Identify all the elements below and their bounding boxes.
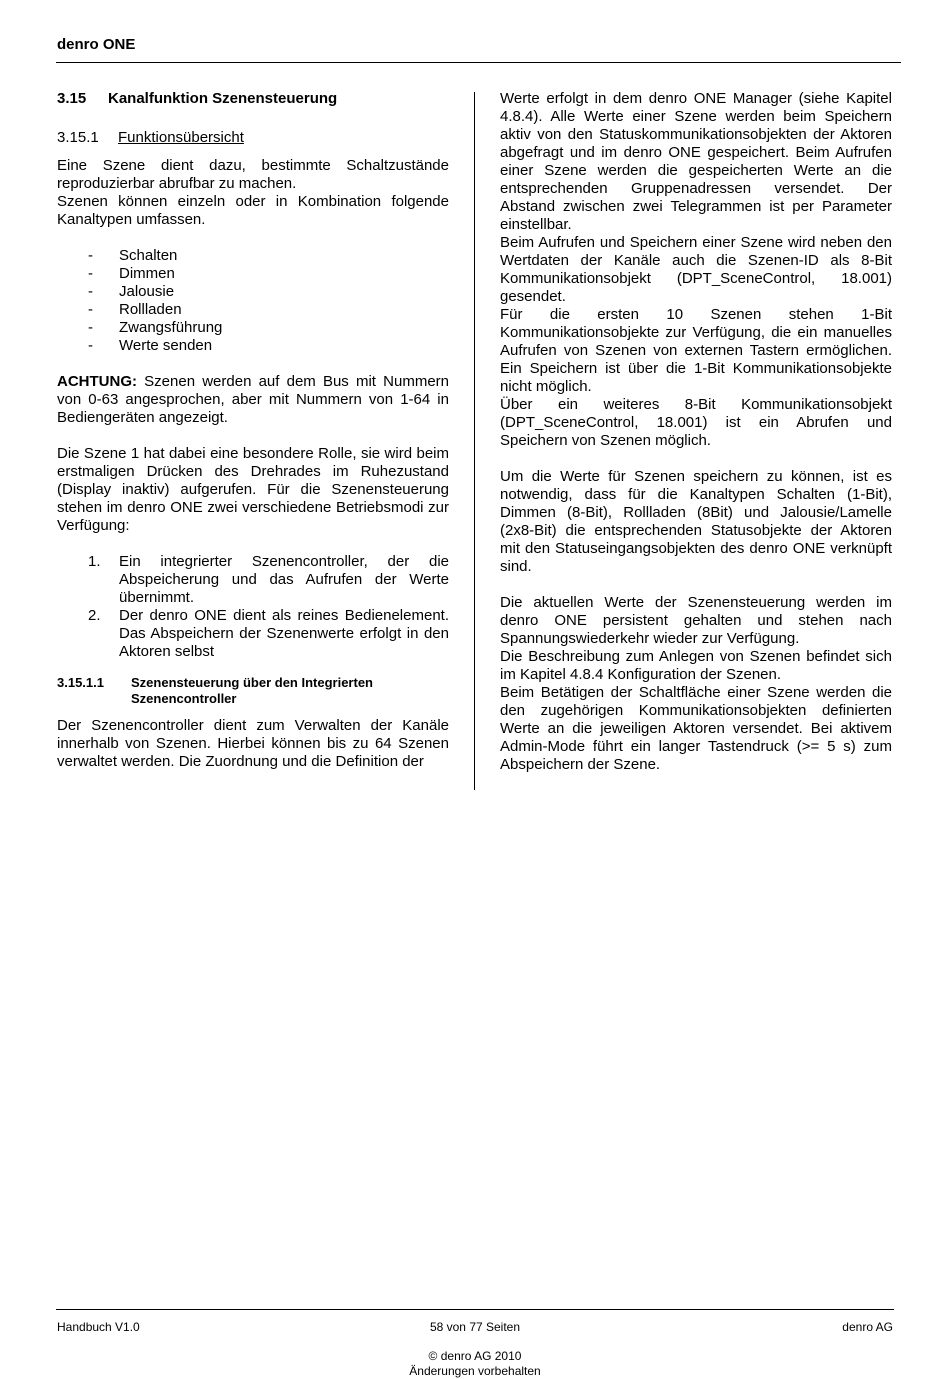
section-number: 3.15: [57, 90, 87, 107]
list-text: Der denro ONE dient als reines Bedienelement. Das Abspeichern der Szenenwerte erfolgt in den Aktoren selbst: [119, 607, 449, 660]
paragraph: Beim Aufrufen und Speichern einer Szene wird neben den Wertdaten der Kanäle auch die Szenen-ID als 8-Bit Kommunikationsobjekt (DPT_SceneControl, 18.001) gesendet.: [500, 234, 892, 305]
paragraph: Werte erfolgt in dem denro ONE Manager (siehe Kapitel 4.8.4). Alle Werte einer Szene werden beim Speichern aktiv von den Statuskommunikationsobjekten der Aktoren abgefragt und im denro ONE gespeichert. Beim Aufrufen einer Szene werden die gespeicherten Werte an die entsprechenden Gruppenadressen versendet. Der Abstand zwischen zwei Telegrammen ist per Parameter einstellbar.: [500, 90, 892, 233]
warning-label: ACHTUNG:: [57, 373, 137, 390]
list-number: 1.: [88, 553, 101, 570]
footer-right: denro AG: [842, 1320, 893, 1334]
copyright: © denro AG 2010: [428, 1349, 522, 1363]
subsection-title: Funktionsübersicht: [118, 129, 244, 146]
list-item: [57, 607, 449, 661]
mode-list: [57, 553, 449, 661]
subsubsection-number: 3.15.1.1: [57, 675, 104, 690]
footer-copyright-block: [0, 1349, 950, 1379]
subsection-heading: [57, 129, 449, 147]
list-item: [57, 553, 449, 607]
page-header-title: denro ONE: [57, 36, 136, 53]
footer-left: Handbuch V1.0: [57, 1320, 140, 1334]
section-title: Kanalfunktion Szenensteuerung: [108, 90, 338, 107]
paragraph: Über ein weiteres 8-Bit Kommunikationsobjekt (DPT_SceneControl, 18.001) ist ein Abrufen und Speichern von Szenen möglich.: [500, 396, 892, 449]
warning-paragraph: [57, 373, 449, 427]
paragraph: Die Beschreibung zum Anlegen von Szenen befindet sich im Kapitel 4.8.4 Konfiguration der Szenen.: [500, 648, 892, 683]
page-number: 58 von 77 Seiten: [429, 1320, 521, 1334]
paragraph: Der Szenencontroller dient zum Verwalten der Kanäle innerhalb von Szenen. Hierbei können bis zu 64 Szenen verwaltet werden. Die Zuordnung und die Definition der: [57, 717, 449, 770]
column-divider: [474, 92, 475, 790]
change-notice: Änderungen vorbehalten: [409, 1364, 541, 1378]
list-item: - Schalten: [57, 247, 449, 265]
list-item: - Rollladen: [57, 301, 449, 319]
list-number: 2.: [88, 607, 101, 624]
subsection-number: 3.15.1: [57, 129, 99, 146]
paragraph: Die Szene 1 hat dabei eine besondere Rolle, sie wird beim erstmaligen Drücken des Drehrades im Ruhezustand (Display inaktiv) aufgerufen. Für die Szenensteuerung stehen im denro ONE zwei verschiedene Betriebsmodi zur Verfügung:: [57, 445, 449, 534]
list-item: - Werte senden: [57, 337, 449, 355]
subsubsection-heading: [57, 675, 449, 707]
paragraph: Für die ersten 10 Szenen stehen 1-Bit Kommunikationsobjekte zur Verfügung, die ein manuelles Aufrufen von Szenen von externen Tastern ermöglichen. Ein Speichern ist über die 1-Bit Kommunikationsobjekte nicht möglich.: [500, 306, 892, 395]
list-item: - Jalousie: [57, 283, 449, 301]
paragraph: Eine Szene dient dazu, bestimmte Schaltzustände reproduzierbar abrufbar zu machen.: [57, 157, 449, 192]
subsubsection-title: Szenensteuerung über den Integrierten Szenencontroller: [131, 675, 373, 706]
left-column: [57, 90, 449, 771]
list-item: - Zwangsführung: [57, 319, 449, 337]
paragraph: Szenen können einzeln oder in Kombination folgende Kanaltypen umfassen.: [57, 193, 449, 228]
section-heading: [57, 90, 449, 108]
paragraph: Um die Werte für Szenen speichern zu können, ist es notwendig, dass für die Kanaltypen Schalten (1-Bit), Dimmen (8-Bit), Rollladen (8Bit) und Jalousie/Lamelle (2x8-Bit) die entsprechenden Statusobjekte der Aktoren mit den Statuseingangsobjekten des denro ONE verknüpft sind.: [500, 468, 892, 575]
warning-text: Szenen werden auf dem Bus mit Nummern von 0-63 angesprochen, aber mit Nummern von 1-64 in Bediengeräten angezeigt.: [57, 373, 449, 426]
channel-type-list: [57, 247, 449, 355]
list-item: - Dimmen: [57, 265, 449, 283]
footer-divider: [56, 1309, 894, 1310]
right-column: [500, 90, 892, 774]
paragraph: Beim Betätigen der Schaltfläche einer Szene werden die den zugehörigen Kommunikationsobjekten definierten Werte an die jeweiligen Aktoren versendet. Bei aktivem Admin-Mode führt ein langer Tastendruck (>= 5 s) zum Abspeichern der Szene.: [500, 684, 892, 773]
paragraph: Die aktuellen Werte der Szenensteuerung werden im denro ONE persistent gehalten und stehen nach Spannungswiederkehr wieder zur Verfügung.: [500, 594, 892, 647]
list-text: Ein integrierter Szenencontroller, der die Abspeicherung und das Aufrufen der Werte übernimmt.: [119, 553, 449, 606]
header-divider: [56, 62, 901, 63]
